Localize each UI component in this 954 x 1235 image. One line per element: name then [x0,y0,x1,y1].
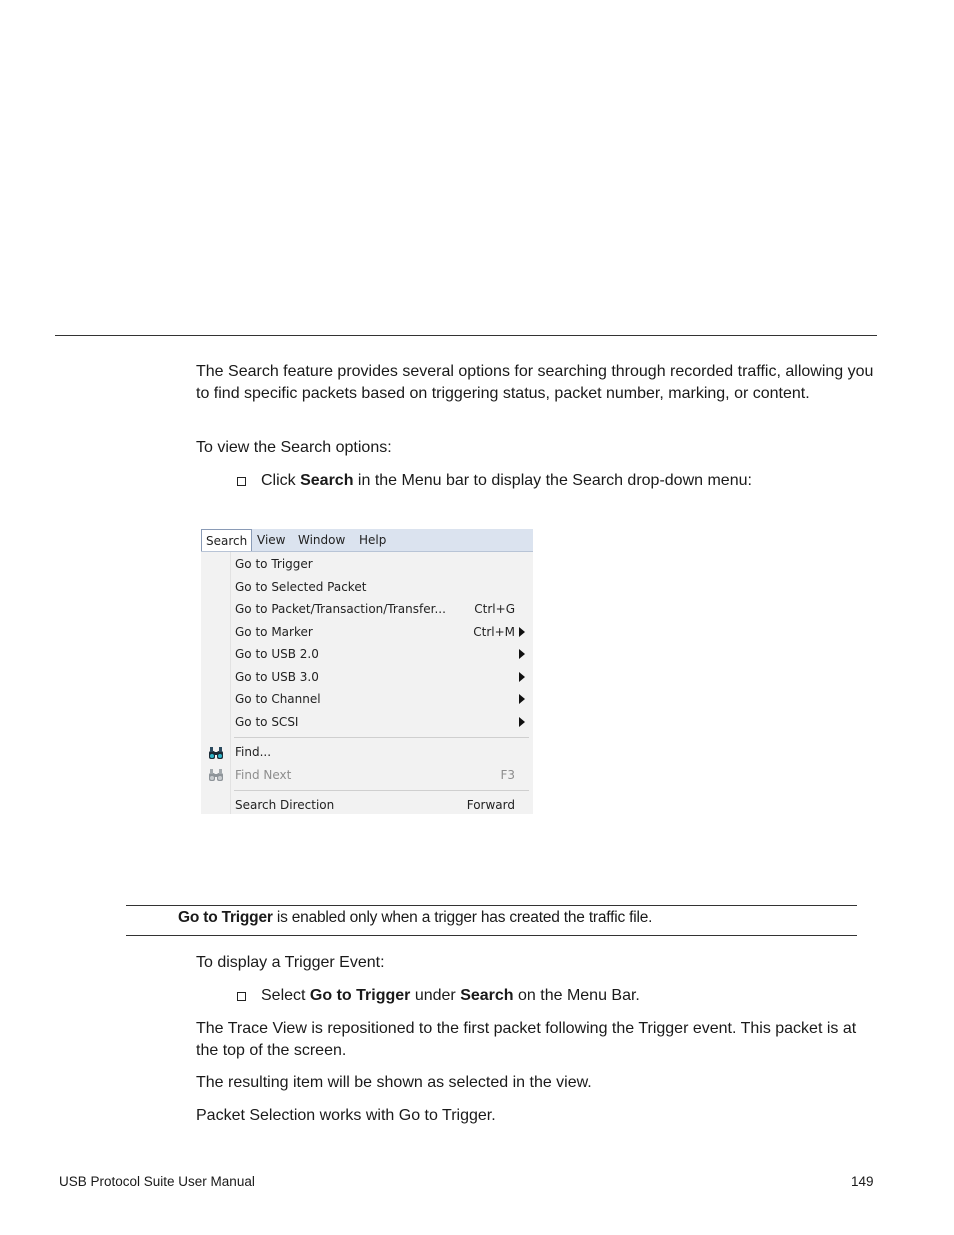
shortcut-f3: F3 [500,768,515,782]
menubar-window[interactable]: Window [298,533,346,547]
menu-item-go-to-usb2[interactable]: Go to USB 2.0 [235,644,525,664]
search-direction-value: Forward [466,798,515,812]
menu-item-search-direction[interactable]: Search Direction Forward [235,795,525,815]
menubar-view[interactable]: View [257,533,286,547]
menu-item-go-to-usb3[interactable]: Go to USB 3.0 [235,667,525,687]
menu-item-go-to-trigger[interactable]: Go to Trigger [235,557,313,571]
menu-item-go-to-channel[interactable]: Go to Channel [235,689,525,709]
bullet-text: Select Go to Trigger under Search on the Menu Bar. [261,987,640,1004]
note-text: Go to Trigger is enabled only when a trigger has created the traffic file. [178,909,653,926]
bullet-select-go-to-trigger [237,985,640,1007]
section-rule [55,335,877,336]
view-options-paragraph: To view the Search options: [196,439,392,456]
menubar-help[interactable]: Help [359,533,387,547]
checkbox-bullet-icon [237,477,246,486]
menu-separator [234,790,529,791]
packet-selection-paragraph: Packet Selection works with Go to Trigger. [196,1107,496,1124]
menubar [201,529,533,552]
shortcut-ctrl-m: Ctrl+M [473,625,515,639]
submenu-arrow-icon [519,627,525,637]
bullet-text: Click Search in the Menu bar to display the Search drop-down menu: [261,472,752,489]
submenu-arrow-icon [519,717,525,727]
submenu-arrow-icon [519,694,525,704]
menu-item-go-to-marker[interactable]: Go to Marker Ctrl+M [235,622,525,642]
search-menu-screenshot [201,529,533,814]
menu-item-go-to-packet[interactable]: Go to Packet/Transaction/Transfer... Ctrl+G [235,599,525,619]
trace-view-paragraph: The Trace View is repositioned to the first packet following the Trigger event. This packet is at the top of the screen. [196,1020,857,1059]
bullet-click-search [237,470,752,492]
page-number: 149 [851,1174,874,1189]
note-rule-top [126,905,857,906]
menu-item-go-to-selected-packet[interactable]: Go to Selected Packet [235,580,367,594]
selected-item-paragraph: The resulting item will be shown as selected in the view. [196,1074,592,1091]
binoculars-disabled-icon [208,768,224,782]
menu-item-find[interactable]: Find... [235,745,272,759]
submenu-arrow-icon [519,649,525,659]
menu-item-find-next[interactable]: Find Next F3 [235,765,525,785]
trigger-event-paragraph: To display a Trigger Event: [196,954,385,971]
footer-title: USB Protocol Suite User Manual [59,1174,255,1189]
checkbox-bullet-icon [237,992,246,1001]
binoculars-icon [208,746,224,760]
menubar-search[interactable]: Search [201,529,252,551]
shortcut-ctrl-g: Ctrl+G [474,602,515,616]
note-rule-bottom [126,935,857,936]
menu-item-go-to-scsi[interactable]: Go to SCSI [235,712,525,732]
menu-separator [234,737,529,738]
submenu-arrow-icon [519,672,525,682]
intro-paragraph: The Search feature provides several options for searching through recorded traffic, allowing you to find specific packets based on triggering status, packet number, marking, or content. [196,363,874,402]
